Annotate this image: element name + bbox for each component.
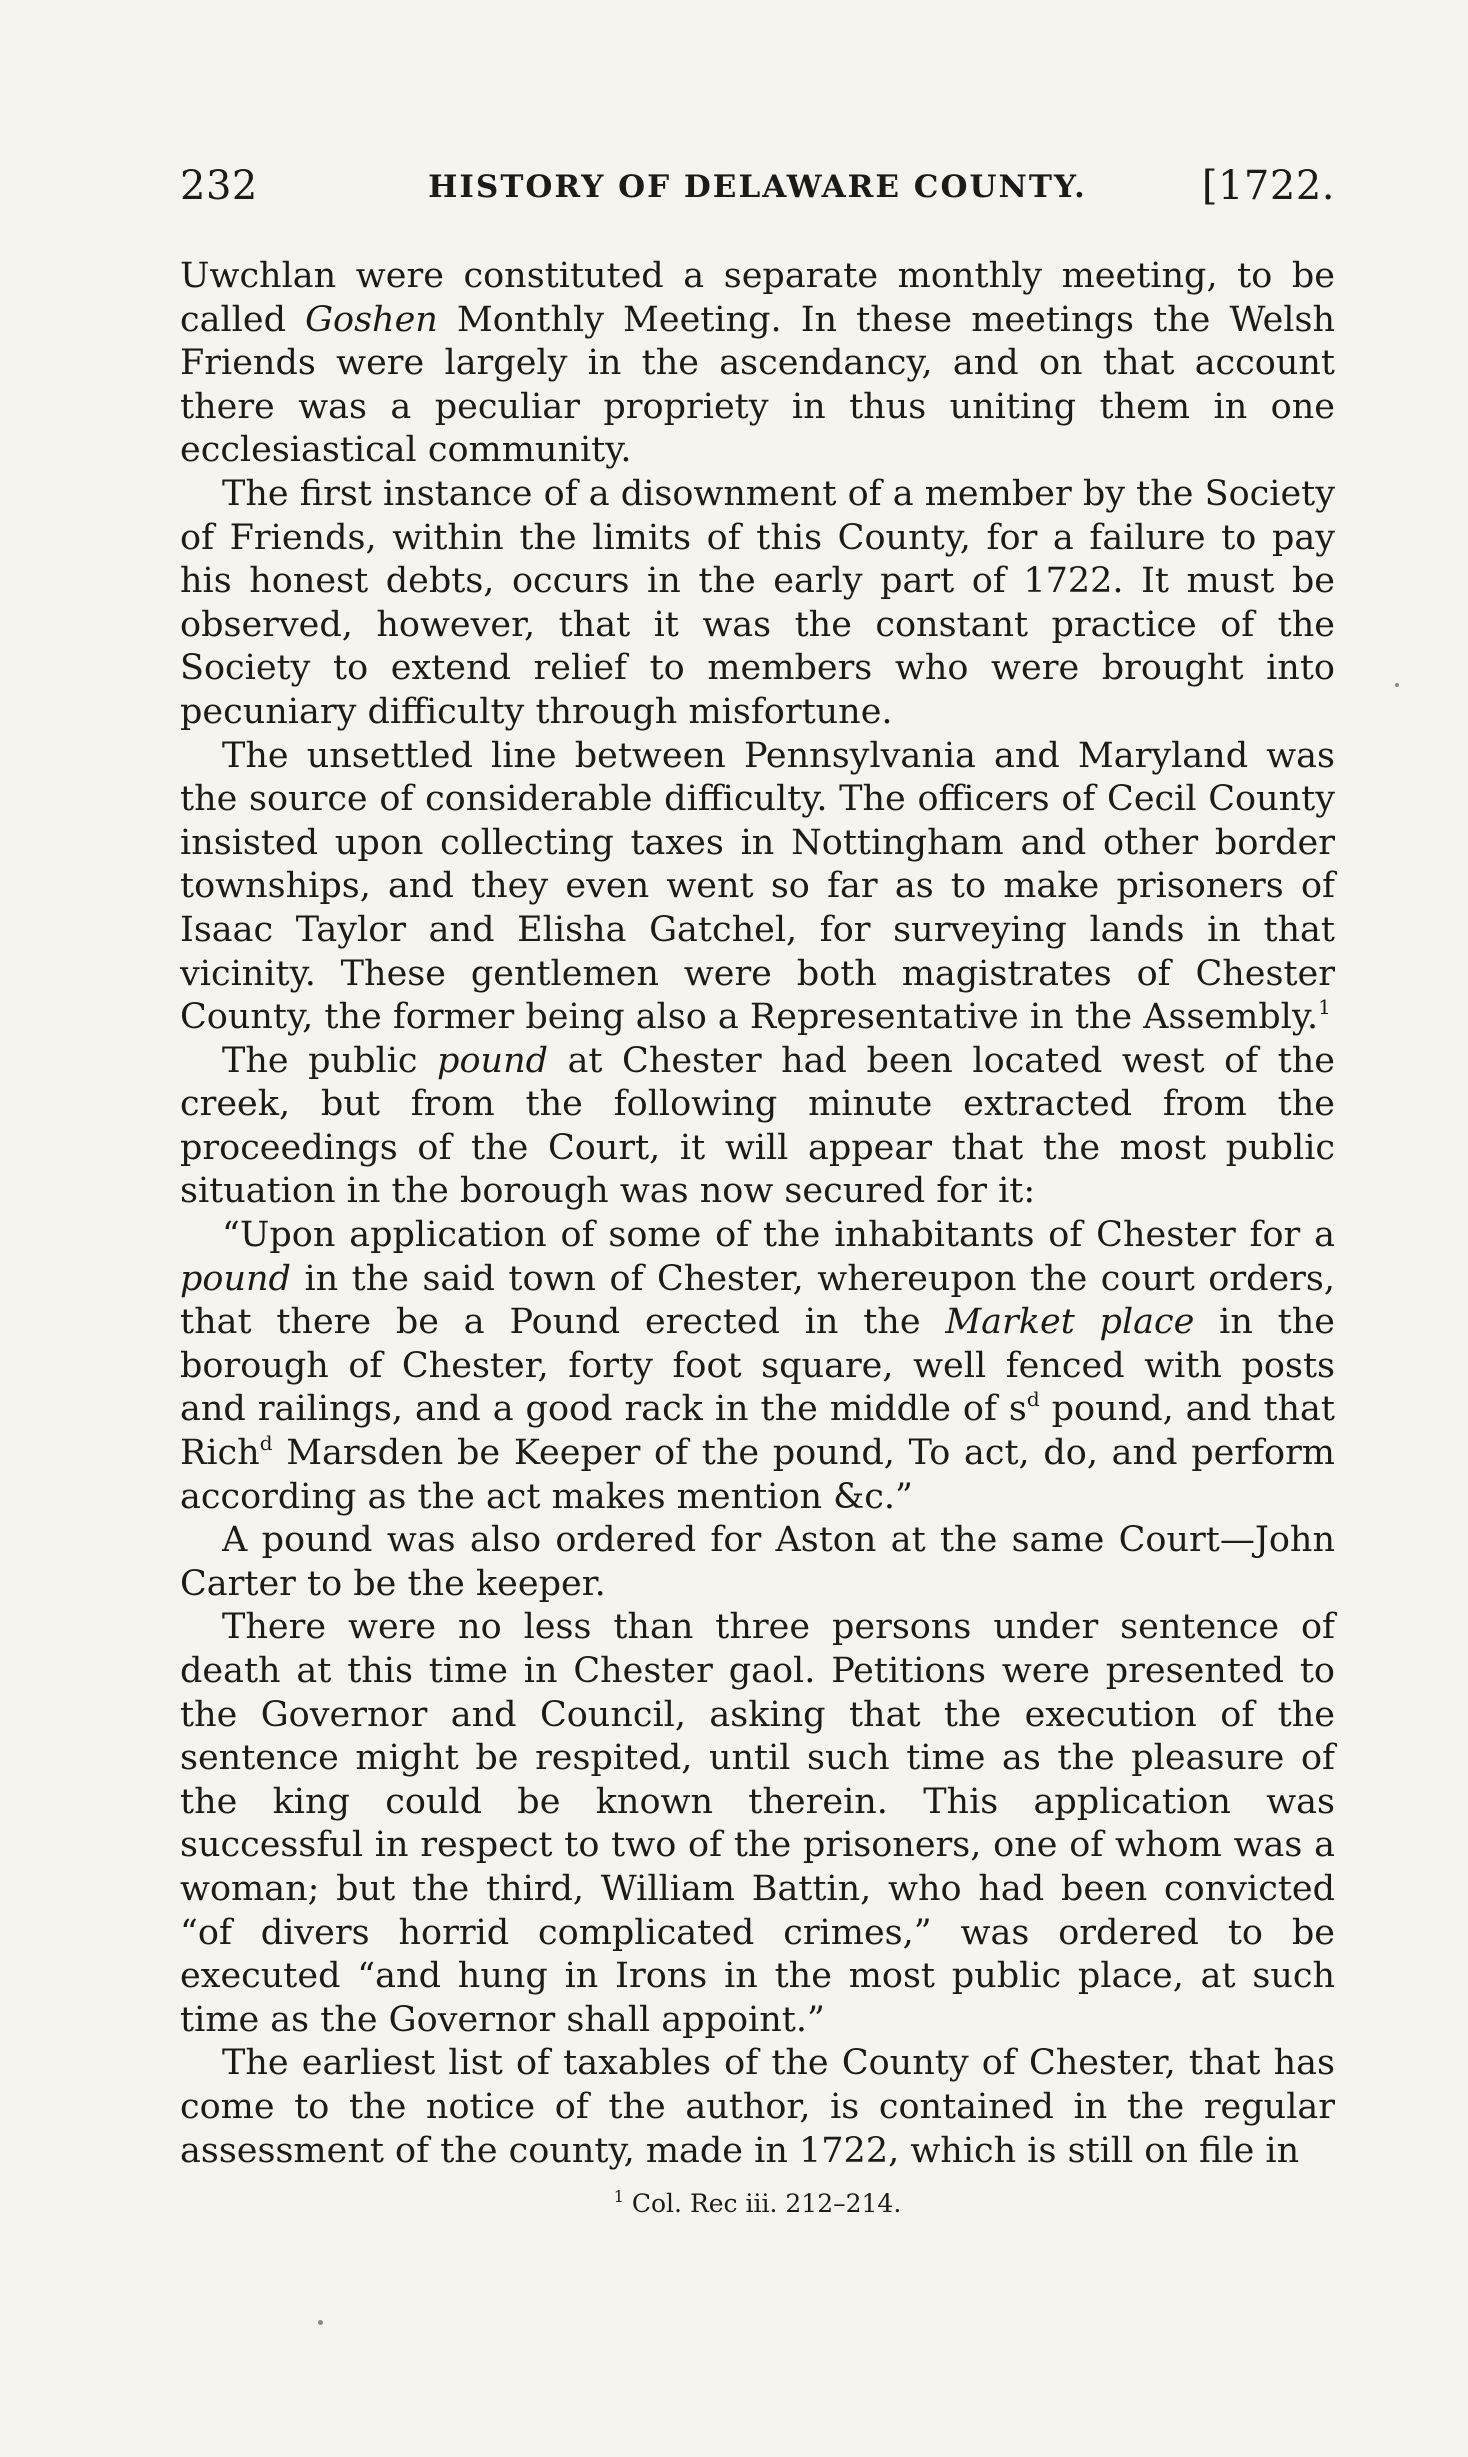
- superscript-d: d: [1026, 1387, 1040, 1412]
- paragraph-aston-pound: A pound was also ordered for Aston at the same Court—John Carter to be the keeper.: [180, 1520, 1335, 1604]
- italic-goshen: Goshen: [305, 299, 438, 340]
- paper-speck: [1395, 683, 1399, 687]
- superscript-d: d: [259, 1431, 273, 1456]
- footnote-text: Col. Rec iii. 212–214.: [623, 2189, 902, 2219]
- paragraph-continued: Uwchlan were constituted a separate monthly meeting, to be called Goshen Monthly Meeting. In these meetings the Welsh Friends were largely in the ascendancy, and on that account there was a peculiar propriety in thus uniting them in one ecclesiastical community.: [180, 256, 1335, 471]
- book-page: [180, 155, 1335, 2221]
- paragraph-disownment: The first instance of a disownment of a member by the Society of Friends, within the limits of this County, for a failure to pay his honest debts, occurs in the early part of 1722. It must be observed, however, that it was the constant practice of the Society to extend relief to members who were brought into pecuniary difficulty through misfortune.: [180, 473, 1335, 732]
- paragraph-boundary-line: The unsettled line between Pennsylvania and Maryland was the source of considerable difficulty. The officers of Cecil County insisted upon collecting taxes in Nottingham and other border townships, and they even went so far as to make prisoners of Isaac Taylor and Elisha Gatchel, for surveying lands in that vicinity. These gentlemen were both magistrates of Chester County, the former being also a Representative in the Assembly.$^1$: [180, 735, 1335, 1038]
- paper-speck: [318, 2320, 323, 2325]
- footnote: [180, 2187, 1335, 2221]
- italic-pound: pound: [180, 1258, 291, 1299]
- footnote-marker: 1: [613, 2187, 624, 2207]
- paragraph-court-minute: “Upon application of some of the inhabitants of Chester for a pound in the said town of Chester, whereupon the court orders, that there be a Pound erected in the Market place in the borough of Chester, forty foot square, well fenced with posts and railings, and a good rack in the middle of $s^d$ pound, and that Rich$^d$ Marsden be Keeper of the pound, To act, do, and perform according as the act makes mention &c.”: [180, 1215, 1335, 1517]
- paragraph-taxables: The earliest list of taxables of the County of Chester, that has come to the notice of the author, is contained in the regular assessment of the county, made in 1722, which is still on file in: [180, 2043, 1335, 2171]
- year-bracket: [1722.: [1201, 163, 1335, 209]
- paragraph-public-pound: The public pound at Chester had been located west of the creek, but from the following minute extracted from the proceedings of the Court, it will appear that the most public situation in the borough was now secured for it:: [180, 1040, 1335, 1212]
- paragraph-sentence-of-death: There were no less than three persons under sentence of death at this time in Chester gaol. Petitions were presented to the Governor and Council, asking that the execution of the sentence might be respited, until such time as the pleasure of the king could be known therein. This application was successful in respect to two of the prisoners, one of whom was a woman; but the third, William Battin, who had been convicted “of divers horrid complicated crimes,” was ordered to be executed “and hung in Irons in the most public place, at such time as the Governor shall appoint.”: [180, 1607, 1335, 2040]
- page-number: 232: [180, 163, 258, 209]
- italic-market-place: Market place: [945, 1302, 1195, 1343]
- running-title: HISTORY OF DELAWARE COUNTY.: [428, 169, 1087, 205]
- running-header: [180, 155, 1335, 215]
- italic-pound: pound: [437, 1040, 549, 1081]
- footnote-ref: 1: [1318, 995, 1331, 1020]
- body-text: [180, 255, 1335, 2173]
